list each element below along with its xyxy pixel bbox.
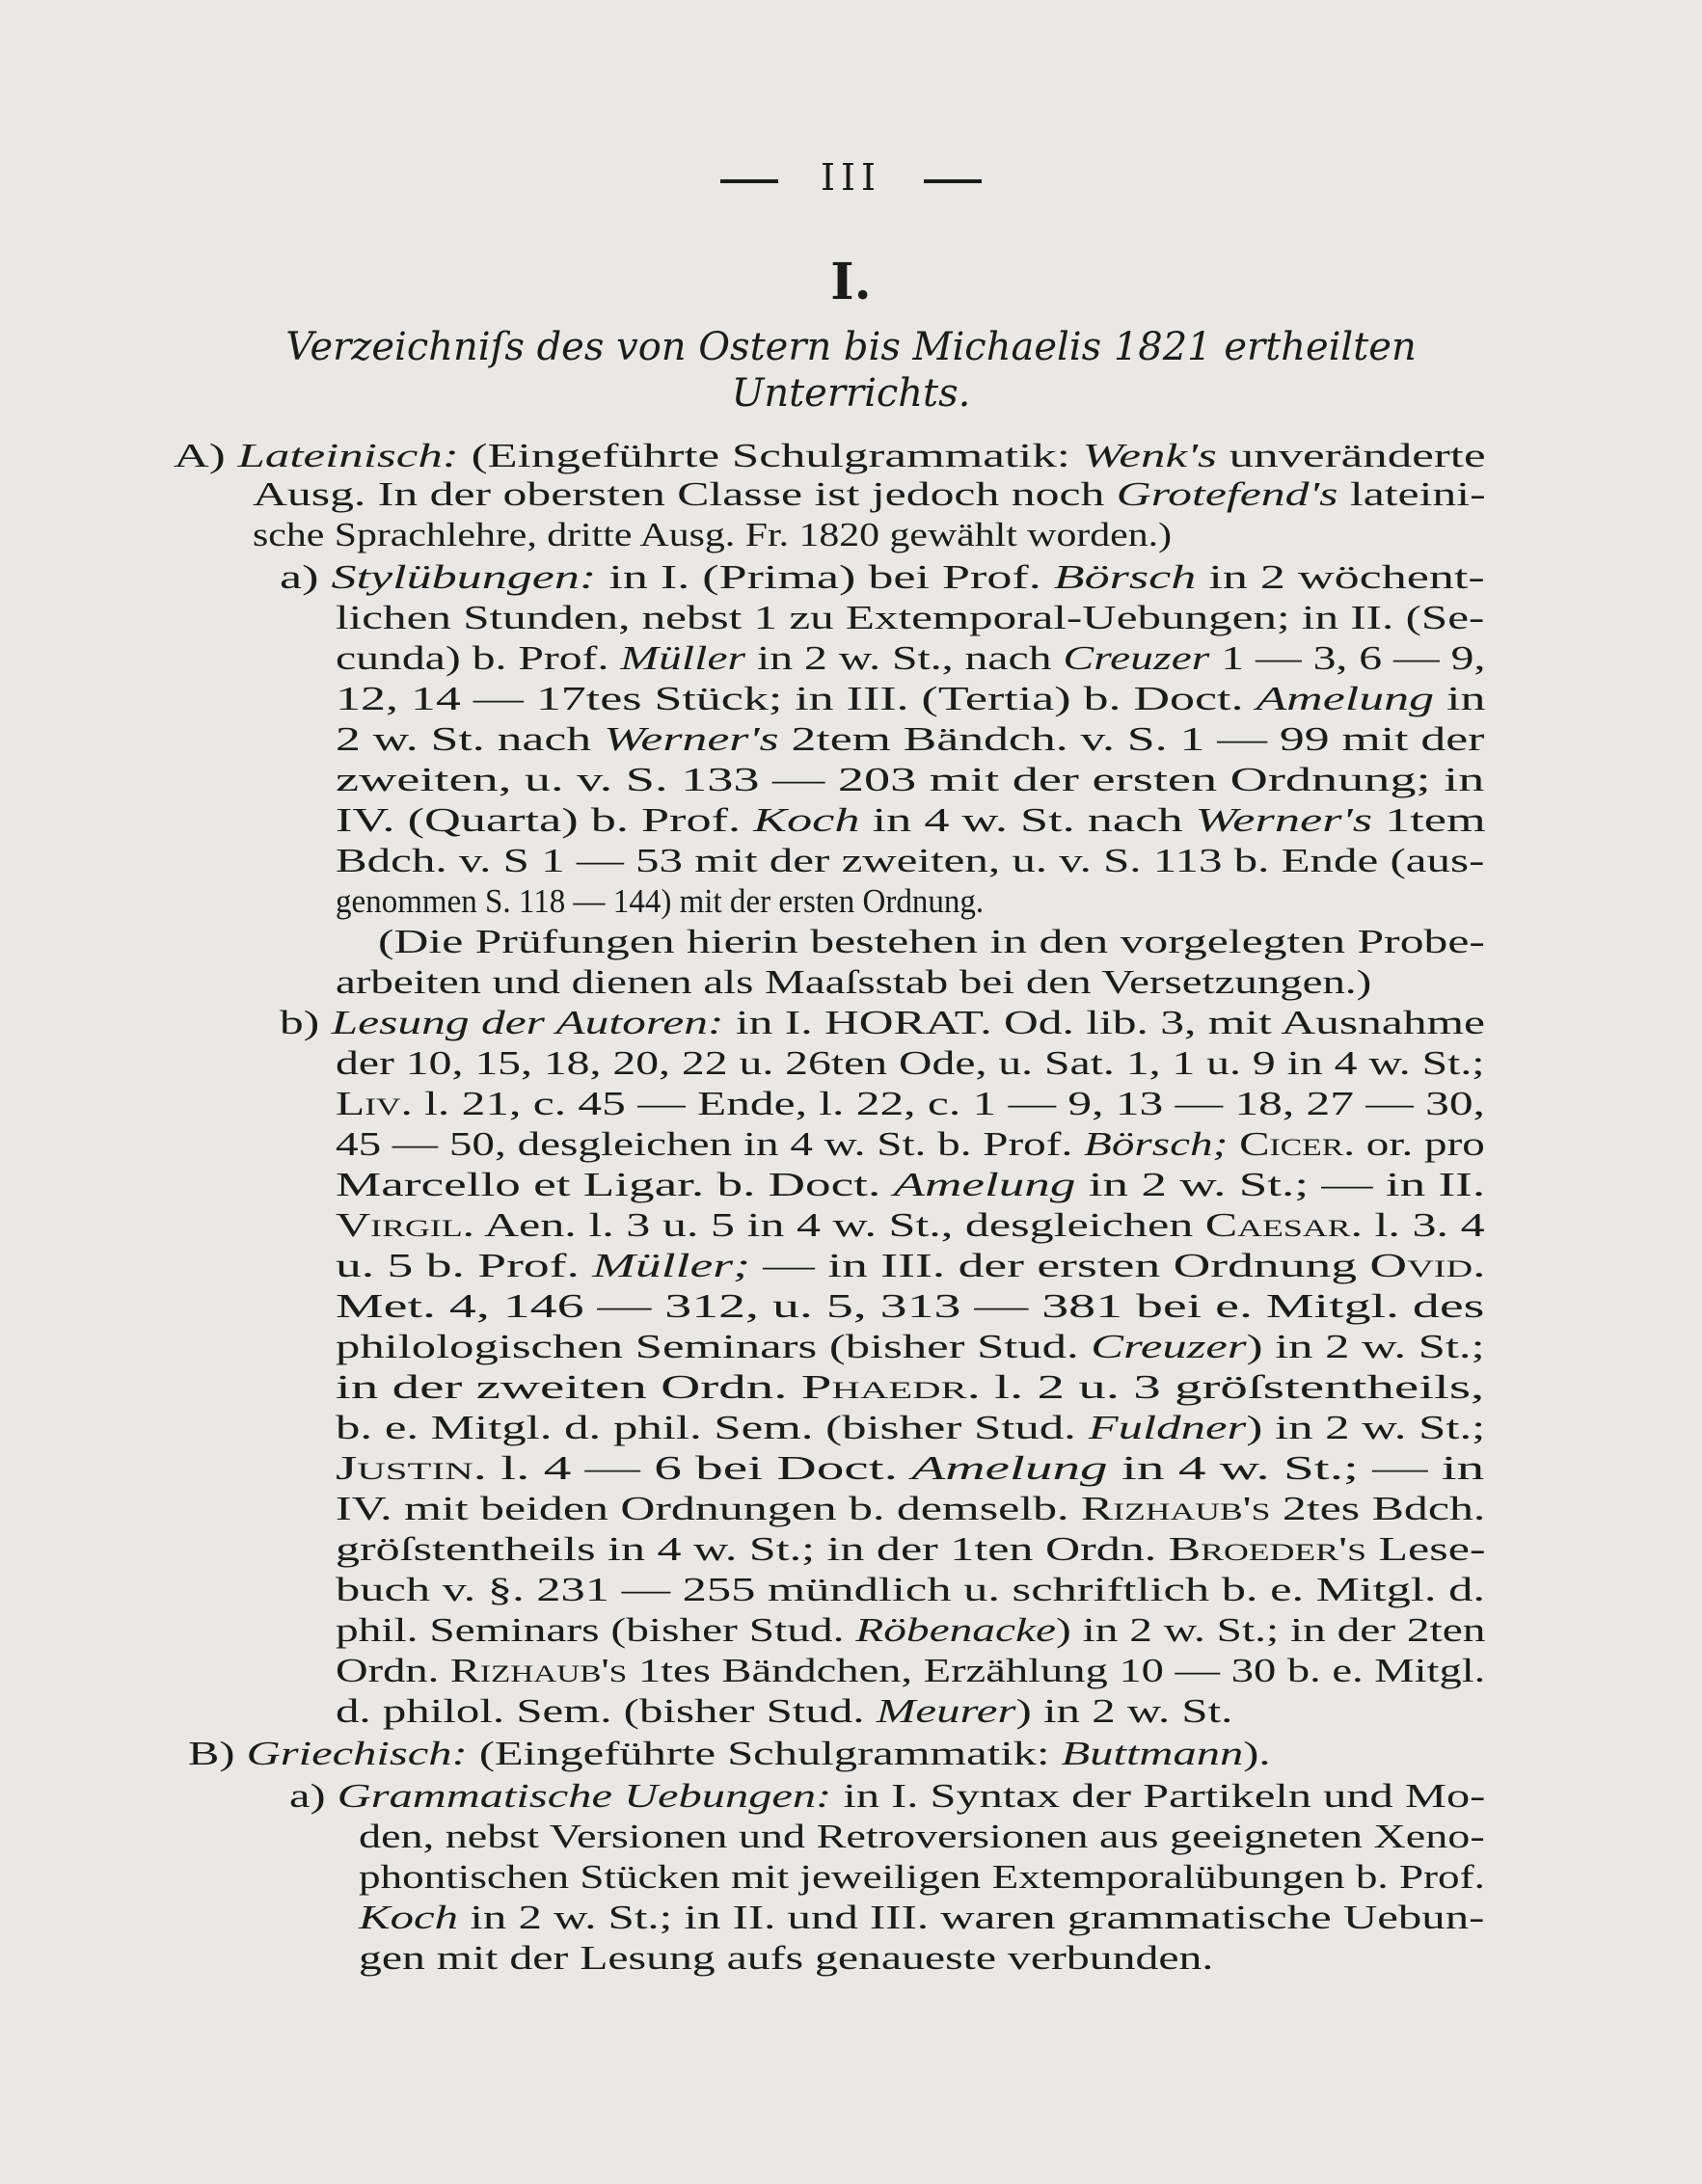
text-segment: d. philol. Sem. (bisher Stud.: [336, 1692, 877, 1730]
text-segment: l. 2 u. 3 gröſstentheils,: [980, 1368, 1485, 1406]
page-number: III: [820, 156, 882, 199]
text-segment: gröſstentheils in 4 w. St.; in der 1ten Ordn.: [336, 1530, 1169, 1568]
text-segment: Cicer.: [1239, 1125, 1356, 1163]
text-line: [280, 1003, 1485, 1043]
text-segment: 1tem: [1372, 801, 1486, 839]
text-segment: ).: [1243, 1735, 1271, 1772]
text-segment: gen mit der Lesung aufs genaueste verbunden.: [359, 1939, 1214, 1977]
text-line: [336, 800, 1486, 841]
text-line: [336, 598, 1484, 638]
text-line: [253, 515, 1172, 555]
text-segment: Wenk's: [1082, 437, 1217, 474]
text-segment: Rizhaub's: [449, 1652, 628, 1689]
text-segment: zweiten, u. v. S. 133 — 203 mit der ersten Ordnung; in: [336, 761, 1485, 798]
text-segment: in: [1434, 680, 1486, 717]
text-line: [336, 1610, 1485, 1651]
text-segment: lichen Stunden, nebst 1 zu Extemporal-Uebungen; in II. (Se-: [336, 599, 1485, 636]
text-segment: ) in 2 w. St.: [1015, 1692, 1233, 1730]
text-line: [336, 638, 1485, 679]
text-segment: Grotefend's: [1116, 475, 1338, 513]
text-segment: buch v. §. 231 — 255 mündlich u. schriftlich b. e. Mitgl. d.: [336, 1571, 1485, 1608]
text-line: [336, 1367, 1484, 1408]
text-line: [336, 1124, 1485, 1165]
text-segment: philologischen Seminars (bisher Stud.: [336, 1328, 1092, 1365]
text-segment: unveränderte: [1216, 437, 1486, 474]
text-segment: Lateinisch:: [237, 437, 459, 474]
text-line: [336, 1651, 1485, 1691]
text-segment: 1 — 3, 6 — 9,: [1209, 639, 1486, 677]
text-segment: in 2 w. St.; in II. und III. waren grammatische Uebun-: [458, 1899, 1485, 1936]
text-segment: Lese-: [1365, 1530, 1486, 1568]
text-segment: b. e. Mitgl. d. phil. Sem. (bisher Stud.: [336, 1409, 1089, 1446]
text-segment: Lesung der Autoren:: [331, 1004, 724, 1041]
text-segment: in I. (Prima) bei Prof.: [596, 558, 1054, 596]
text-segment: phontischen Stücken mit jeweiligen Extemporalübungen b. Prof.: [359, 1858, 1485, 1896]
text-line: [289, 1776, 1485, 1817]
text-line: [359, 1938, 1213, 1979]
text-line: [359, 1857, 1485, 1898]
text-line: [336, 1448, 1484, 1489]
text-segment: Met. 4, 146 — 312, u. 5, 313 — 381 bei e. Mitgl. des: [336, 1287, 1485, 1325]
text-segment: l. 21, c. 45 — Ende, l. 22, c. 1 — 9, 13 — 18, 27 — 30,: [412, 1085, 1485, 1122]
text-segment: [1228, 1125, 1239, 1163]
text-line: [378, 922, 1485, 962]
text-line: [336, 1408, 1485, 1448]
text-segment: a): [289, 1777, 338, 1815]
text-segment: Börsch: [1053, 558, 1197, 596]
text-segment: (Eingeführte Schulgrammatik:: [458, 437, 1083, 474]
text-line: [280, 557, 1485, 598]
text-segment: Stylübungen:: [331, 558, 597, 596]
text-segment: (Eingeführte Schulgrammatik:: [467, 1735, 1062, 1772]
text-segment: Ovid.: [1369, 1247, 1486, 1284]
text-segment: Justin.: [336, 1449, 487, 1487]
text-segment: Fuldner: [1088, 1409, 1247, 1446]
text-segment: ) in 2 w. St.;: [1246, 1328, 1485, 1365]
text-line: [336, 719, 1484, 760]
text-segment: Ordn.: [336, 1652, 450, 1689]
text-segment: in 4 w. St.; — in: [1107, 1449, 1485, 1487]
text-segment: Amelung: [893, 1166, 1076, 1203]
text-line: [336, 962, 1371, 1003]
text-segment: arbeiten und dienen als Maaſsstab bei den Versetzungen.): [336, 963, 1372, 1001]
text-segment: phil. Seminars (bisher Stud.: [336, 1611, 856, 1649]
text-line: [359, 1817, 1485, 1857]
text-line: [336, 1570, 1485, 1610]
text-segment: Grammatische Uebungen:: [337, 1777, 832, 1815]
text-segment: der 10, 15, 18, 20, 22 u. 26ten Ode, u. Sat. 1, 1 u. 9 in 4 w. St.;: [336, 1044, 1485, 1082]
text-segment: u. 5 b. Prof.: [336, 1247, 593, 1284]
text-line: [174, 436, 1486, 476]
title-line-2: Unterrichts.: [731, 371, 971, 416]
text-segment: Börsch;: [1084, 1125, 1229, 1163]
text-line: [359, 1898, 1484, 1938]
header-dash-left: [720, 179, 778, 183]
text-segment: in der zweiten Ordn.: [336, 1368, 801, 1406]
text-line: [253, 474, 1486, 515]
text-line: [336, 1529, 1486, 1570]
title-line-1: Verzeichniſs des von Ostern bis Michaelis 1821 ertheilten: [285, 325, 1417, 369]
text-segment: Liv.: [336, 1085, 413, 1122]
text-segment: l. 4 — 6 bei Doct.: [486, 1449, 912, 1487]
section-number: I.: [830, 253, 872, 311]
text-line: [188, 1734, 1271, 1774]
text-segment: Bdch. v. S 1 — 53 mit der zweiten, u. v. S. 113 b. Ende (aus-: [336, 842, 1485, 879]
text-segment: Koch: [753, 801, 860, 839]
text-segment: (Die Prüfungen hierin bestehen in den vorgelegten Probe-: [378, 923, 1485, 960]
text-segment: den, nebst Versionen und Retroversionen aus geeigneten Xeno-: [359, 1818, 1485, 1855]
text-line: [336, 679, 1486, 719]
text-line: [336, 1489, 1485, 1529]
text-segment: Marcello et Ligar. b. Doct.: [336, 1166, 894, 1203]
text-line: [336, 1205, 1485, 1246]
text-segment: 2tem Bändch. v. S. 1 — 99 mit der: [778, 720, 1485, 758]
text-segment: a): [280, 558, 332, 596]
text-line: [336, 1286, 1484, 1327]
text-segment: sche Sprachlehre, dritte Ausg. Fr. 1820 gewählt worden.): [253, 516, 1172, 553]
text-segment: b): [280, 1004, 332, 1041]
text-segment: IV. mit beiden Ordnungen b. demselb.: [336, 1490, 1081, 1527]
header-dash-right: [924, 179, 982, 183]
text-segment: Caesar.: [1204, 1206, 1363, 1244]
text-segment: in 2 w. St., nach: [745, 639, 1064, 677]
text-segment: Rizhaub's: [1080, 1490, 1271, 1527]
text-segment: l. 3. 4: [1362, 1206, 1485, 1244]
text-segment: Aen. l. 3 u. 5 in 4 w. St., desgleichen: [474, 1206, 1205, 1244]
text-segment: Virgil.: [336, 1206, 475, 1244]
text-line: [336, 1327, 1485, 1367]
text-segment: cunda) b. Prof.: [336, 639, 621, 677]
text-segment: Phaedr.: [800, 1368, 981, 1406]
text-segment: — in III. der ersten Ordnung: [749, 1247, 1370, 1284]
text-line: [336, 760, 1484, 800]
text-line: [336, 881, 984, 922]
text-segment: Röbenacke: [855, 1611, 1057, 1649]
text-segment: B): [188, 1735, 247, 1772]
text-segment: Amelung: [911, 1449, 1108, 1487]
page-title: [0, 324, 1702, 417]
text-segment: Ausg. In der obersten Classe ist jedoch noch: [253, 475, 1117, 513]
text-line: [336, 841, 1484, 881]
text-segment: or. pro: [1355, 1125, 1485, 1163]
text-segment: 2 w. St. nach: [336, 720, 605, 758]
text-segment: IV. (Quarta) b. Prof.: [336, 801, 754, 839]
text-segment: Griechisch:: [246, 1735, 468, 1772]
text-line: [336, 1246, 1486, 1286]
text-line: [336, 1043, 1485, 1084]
text-line: [336, 1084, 1485, 1124]
text-segment: in I. HORAT. Od. lib. 3, mit Ausnahme: [723, 1004, 1486, 1041]
text-segment: 2tes Bdch.: [1270, 1490, 1486, 1527]
text-segment: in 4 w. St. nach: [859, 801, 1196, 839]
text-segment: in 2 wöchent-: [1196, 558, 1485, 596]
text-segment: Buttmann: [1061, 1735, 1244, 1772]
text-line: [336, 1691, 1232, 1732]
text-segment: ) in 2 w. St.;: [1246, 1409, 1486, 1446]
text-segment: Amelung: [1256, 680, 1435, 717]
text-segment: Meurer: [876, 1692, 1016, 1730]
text-segment: 45 — 50, desgleichen in 4 w. St. b. Prof.: [336, 1125, 1085, 1163]
text-segment: 1tes Bändchen, Erzählung 10 — 30 b. e. Mitgl.: [627, 1652, 1486, 1689]
page-header: [0, 156, 1702, 199]
text-segment: Werner's: [604, 720, 779, 758]
text-segment: ) in 2 w. St.; in der 2ten: [1056, 1611, 1486, 1649]
text-segment: Müller;: [592, 1247, 750, 1284]
text-segment: Müller: [620, 639, 746, 677]
text-segment: Creuzer: [1063, 639, 1210, 677]
text-segment: in I. Syntax der Partikeln und Mo-: [831, 1777, 1486, 1815]
text-segment: Creuzer: [1091, 1328, 1247, 1365]
text-segment: Koch: [359, 1899, 459, 1936]
text-segment: lateini-: [1337, 475, 1486, 513]
text-line: [336, 1165, 1485, 1205]
text-segment: 12, 14 — 17tes Stück; in III. (Tertia) b. Doct.: [336, 680, 1256, 717]
text-segment: A): [174, 437, 238, 474]
text-segment: Broeder's: [1168, 1530, 1366, 1568]
text-segment: Werner's: [1195, 801, 1373, 839]
text-segment: in 2 w. St.; — in II.: [1075, 1166, 1486, 1203]
text-segment: genommen S. 118 — 144) mit der ersten Ordnung.: [336, 882, 985, 920]
